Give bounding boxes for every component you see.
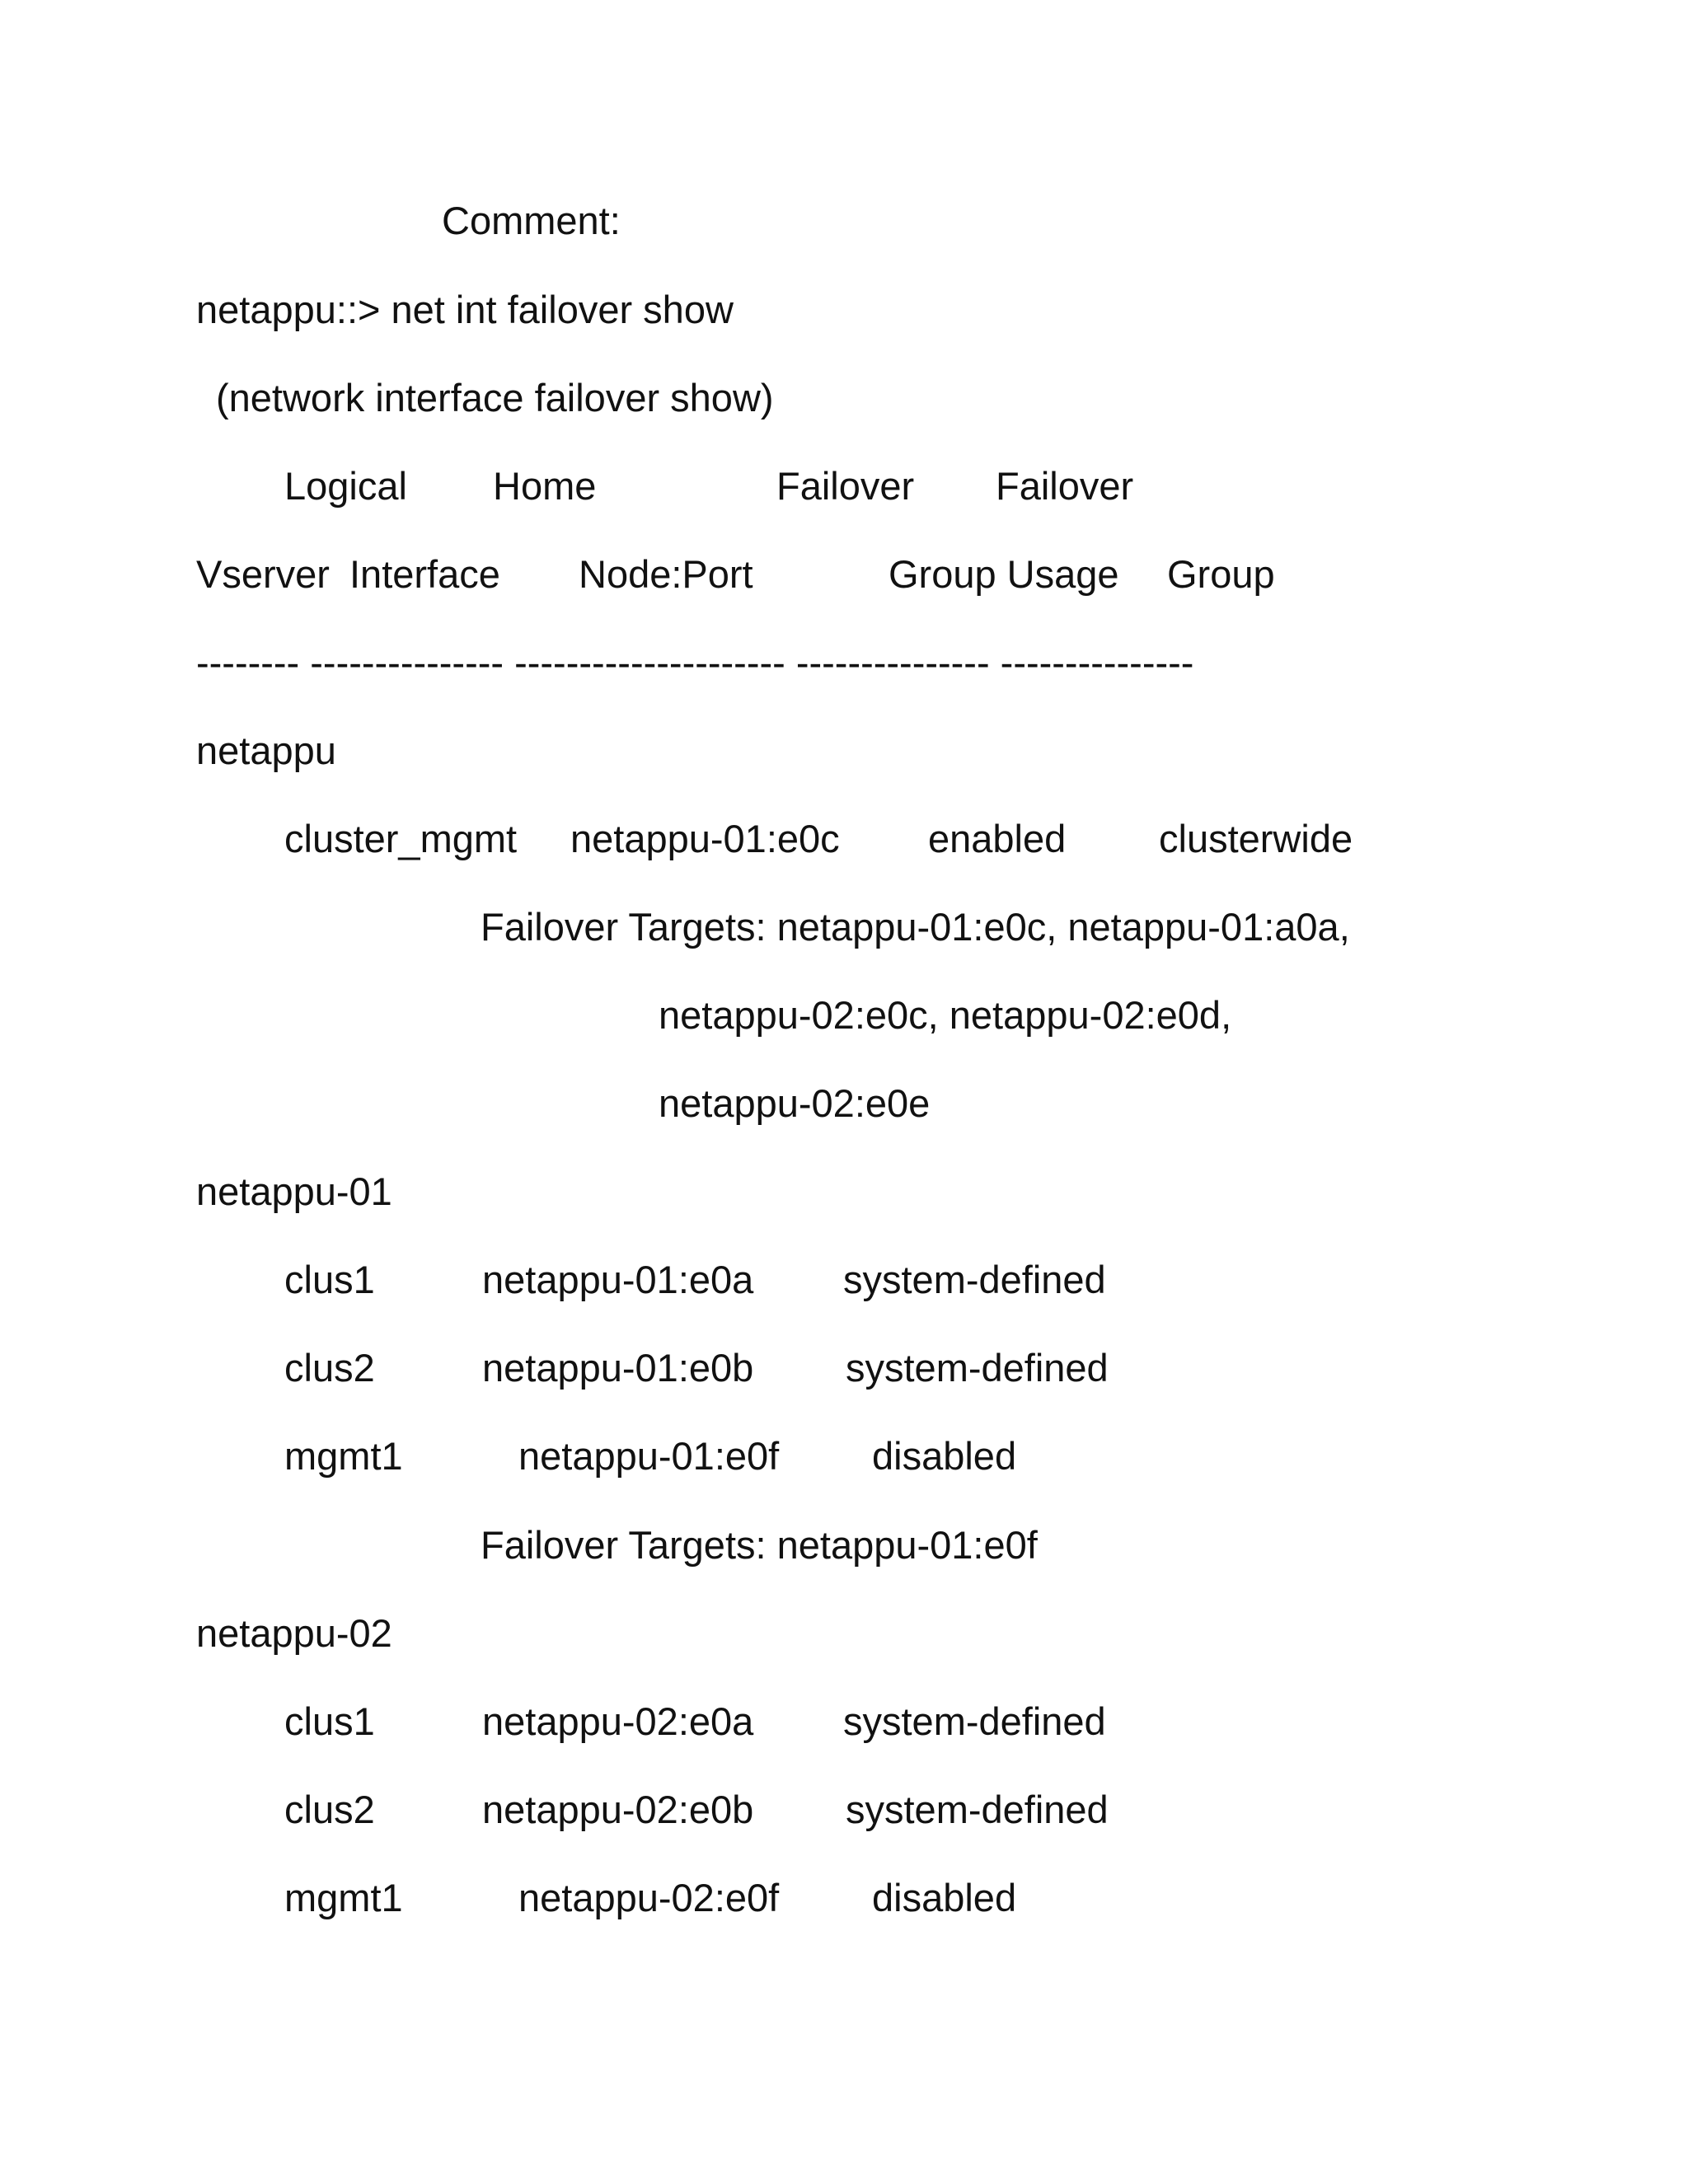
vserver-name: netappu-01 <box>196 1169 392 1213</box>
interface-name: clus2 <box>284 1346 375 1390</box>
interface-name: clus1 <box>284 1699 375 1743</box>
failover-targets-continuation <box>0 991 1688 1040</box>
interface-name: mgmt1 <box>284 1876 403 1919</box>
command-expanded-line <box>0 373 1688 423</box>
interface-usage: system-defined <box>846 1788 1109 1831</box>
interface-row <box>0 1432 1688 1481</box>
interface-node-port: netappu-01:e0a <box>482 1258 754 1301</box>
command-expanded-text: (network interface failover show) <box>216 376 774 419</box>
interface-node-port: netappu-02:e0b <box>482 1788 754 1831</box>
interface-usage: system-defined <box>843 1699 1106 1743</box>
header-vserver: Vserver <box>196 552 330 596</box>
interface-group: clusterwide <box>1159 817 1353 860</box>
interface-usage: enabled <box>928 817 1067 860</box>
vserver-name: netappu-02 <box>196 1611 392 1655</box>
vserver-row <box>0 1609 1688 1658</box>
interface-node-port: netappu-01:e0c <box>570 817 840 860</box>
interface-usage: system-defined <box>843 1258 1106 1301</box>
failover-targets-continuation <box>0 1079 1688 1128</box>
interface-row <box>0 1873 1688 1923</box>
interface-row <box>0 1343 1688 1393</box>
vserver-name: netappu <box>196 729 336 772</box>
interface-node-port: netappu-01:e0b <box>482 1346 754 1390</box>
failover-targets-line <box>0 1521 1688 1570</box>
interface-node-port: netappu-02:e0a <box>482 1699 754 1743</box>
header-failover-2: Failover <box>996 464 1134 508</box>
header-group: Group <box>1167 552 1275 596</box>
failover-targets-text: netappu-02:e0c, netappu-02:e0d, <box>659 993 1232 1037</box>
vserver-row <box>0 726 1688 776</box>
separator-line <box>0 638 1688 687</box>
failover-targets-text: Failover Targets: netappu-01:e0f <box>481 1523 1038 1567</box>
interface-name: clus2 <box>284 1788 375 1831</box>
interface-usage: disabled <box>872 1434 1017 1478</box>
header-row-2 <box>0 550 1688 599</box>
failover-targets-text: netappu-02:e0e <box>659 1081 931 1125</box>
interface-name: mgmt1 <box>284 1434 403 1478</box>
vserver-row <box>0 1167 1688 1216</box>
header-interface: Interface <box>349 552 500 596</box>
header-logical: Logical <box>284 464 407 508</box>
header-group-usage: Group Usage <box>889 552 1119 596</box>
interface-node-port: netappu-02:e0f <box>518 1876 780 1919</box>
failover-targets-text: Failover Targets: netappu-01:e0c, netappu-01:a0a, <box>481 905 1350 949</box>
header-node-port: Node:Port <box>579 552 753 596</box>
comment-label: Comment: <box>442 199 621 242</box>
interface-row <box>0 1255 1688 1305</box>
separator-dashes: -------- --------------- --------------------- --------------- --------------- <box>196 640 1194 684</box>
comment-line <box>0 196 1688 246</box>
interface-row <box>0 1697 1688 1746</box>
interface-usage: disabled <box>872 1876 1017 1919</box>
header-home: Home <box>493 464 597 508</box>
failover-targets-line <box>0 902 1688 952</box>
header-failover-1: Failover <box>776 464 915 508</box>
interface-row <box>0 1785 1688 1835</box>
command-text: netappu::> net int failover show <box>196 288 734 331</box>
interface-usage: system-defined <box>846 1346 1109 1390</box>
interface-row <box>0 814 1688 864</box>
interface-name: clus1 <box>284 1258 375 1301</box>
interface-name: cluster_mgmt <box>284 817 518 860</box>
interface-node-port: netappu-01:e0f <box>518 1434 780 1478</box>
header-row-1 <box>0 462 1688 511</box>
command-line <box>0 285 1688 335</box>
